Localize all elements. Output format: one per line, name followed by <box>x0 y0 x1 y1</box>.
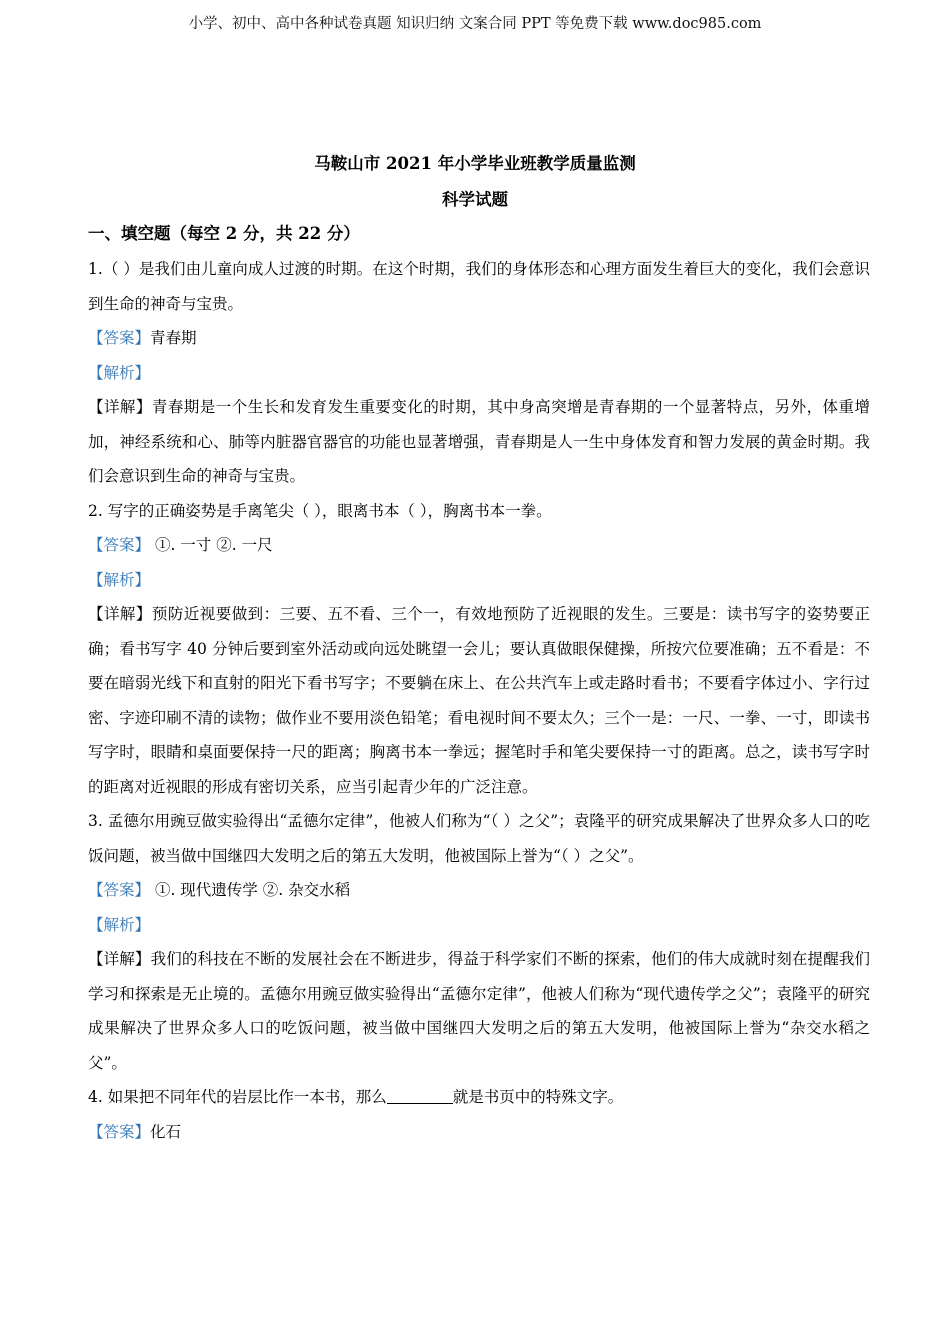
question-3-answer <box>88 873 870 908</box>
question-4-answer <box>88 1115 870 1150</box>
exam-subtitle: 科学试题 <box>442 190 508 209</box>
question-1-detail <box>88 390 870 494</box>
site-banner: 小学、初中、高中各种试卷真题 知识归纳 文案合同 PPT 等免费下载 www.doc985.com <box>188 16 762 32</box>
question-1-stem: 1.（ ）是我们由儿童向成人过渡的时期。在这个时期，我们的身体形态和心理方面发生着巨大的变化，我们会意识到生命的神奇与宝贵。 <box>88 260 870 313</box>
question-1-answer <box>88 321 870 356</box>
question-3-stem: 3. 孟德尔用豌豆做实验得出“孟德尔定律”，他被人们称为“（ ）之父”；袁隆平的研究成果解决了世界众多人口的吃饭问题，被当做中国继四大发明之后的第五大发明，他被国际上誉为“（ ）之父”。 <box>88 812 870 865</box>
detail-label: 【详解】 <box>88 950 151 968</box>
answer-label: 【答案】 <box>88 536 151 554</box>
question-2-detail <box>88 597 870 804</box>
detail-text: 我们的科技在不断的发展社会在不断进步，得益于科学家们不断的探索，他们的伟大成就时刻在提醒我们学习和探索是无止境的。孟德尔用豌豆做实验得出“孟德尔定律”，他被人们称为“现代遗传学之父”；袁隆平的研究成果解决了世界众多人口的吃饭问题，被当做中国继四大发明之后的第五大发明，他被国际上誉为“杂交水稻之父”。 <box>88 950 870 1072</box>
stem-after: 就是书页中的特殊文字。 <box>452 1088 624 1106</box>
question-2-analysis <box>88 563 870 598</box>
question-1-analysis <box>88 356 870 391</box>
detail-label: 【详解】 <box>88 605 152 623</box>
answer-text: 青春期 <box>150 329 197 347</box>
analysis-label: 【解析】 <box>88 570 151 589</box>
question-2-answer <box>88 528 870 563</box>
fill-blank <box>387 1088 453 1105</box>
question-list <box>88 252 870 1149</box>
answer-text: 化石 <box>150 1122 182 1141</box>
question-3-analysis <box>88 908 870 943</box>
question-3-detail <box>88 942 870 1080</box>
detail-text: 预防近视要做到：三要、五不看、三个一，有效地预防了近视眼的发生。三要是：读书写字的姿势要正确；看书写字 40 分钟后要到室外活动或向远处眺望一会儿；要认真做眼保健操，所按穴位要准确；五不看是：不要在暗弱光线下和直射的阳光下看书写字；不要躺在床上、在公共汽车上或走路时看书；不要看字体过小、字行过密、字迹印刷不清的读物；做作业不要用淡色铅笔；看电视时间不要太久；三个一是：一尺、一拳、一寸，即读书写字时，眼睛和桌面要保持一尺的距离；胸离书本一拳远；握笔时手和笔尖要保持一寸的距离。总之，读书写字时的距离对近视眼的形成有密切关系，应当引起青少年的广泛注意。 <box>88 605 870 796</box>
answer-label: 【答案】 <box>88 329 151 347</box>
answer-label: 【答案】 <box>88 881 151 899</box>
answer-text: ①. 一寸 ②. 一尺 <box>150 536 273 554</box>
question-2-stem: 2. 写字的正确姿势是手离笔尖（ ），眼离书本（ ），胸离书本一拳。 <box>88 501 552 520</box>
answer-label: 【答案】 <box>88 1122 151 1141</box>
analysis-label: 【解析】 <box>88 915 151 934</box>
answer-text: ①. 现代遗传学 ②. 杂交水稻 <box>150 881 351 899</box>
exam-title: 马鞍山市 2021 年小学毕业班教学质量监测 <box>314 154 636 173</box>
analysis-label: 【解析】 <box>88 363 151 382</box>
question-4-stem <box>88 1080 870 1115</box>
detail-label: 【详解】 <box>88 398 152 416</box>
detail-text: 青春期是一个生长和发育发生重要变化的时期，其中身高突增是青春期的一个显著特点，另外，体重增加，神经系统和心、肺等内脏器官器官的功能也显著增强，青春期是人一生中身体发育和智力发展的黄金时期。我们会意识到生命的神奇与宝贵。 <box>88 398 870 485</box>
stem-before: 4. 如果把不同年代的岩层比作一本书，那么 <box>88 1088 387 1106</box>
section-heading: 一、填空题（每空 2 分，共 22 分） <box>88 224 360 243</box>
